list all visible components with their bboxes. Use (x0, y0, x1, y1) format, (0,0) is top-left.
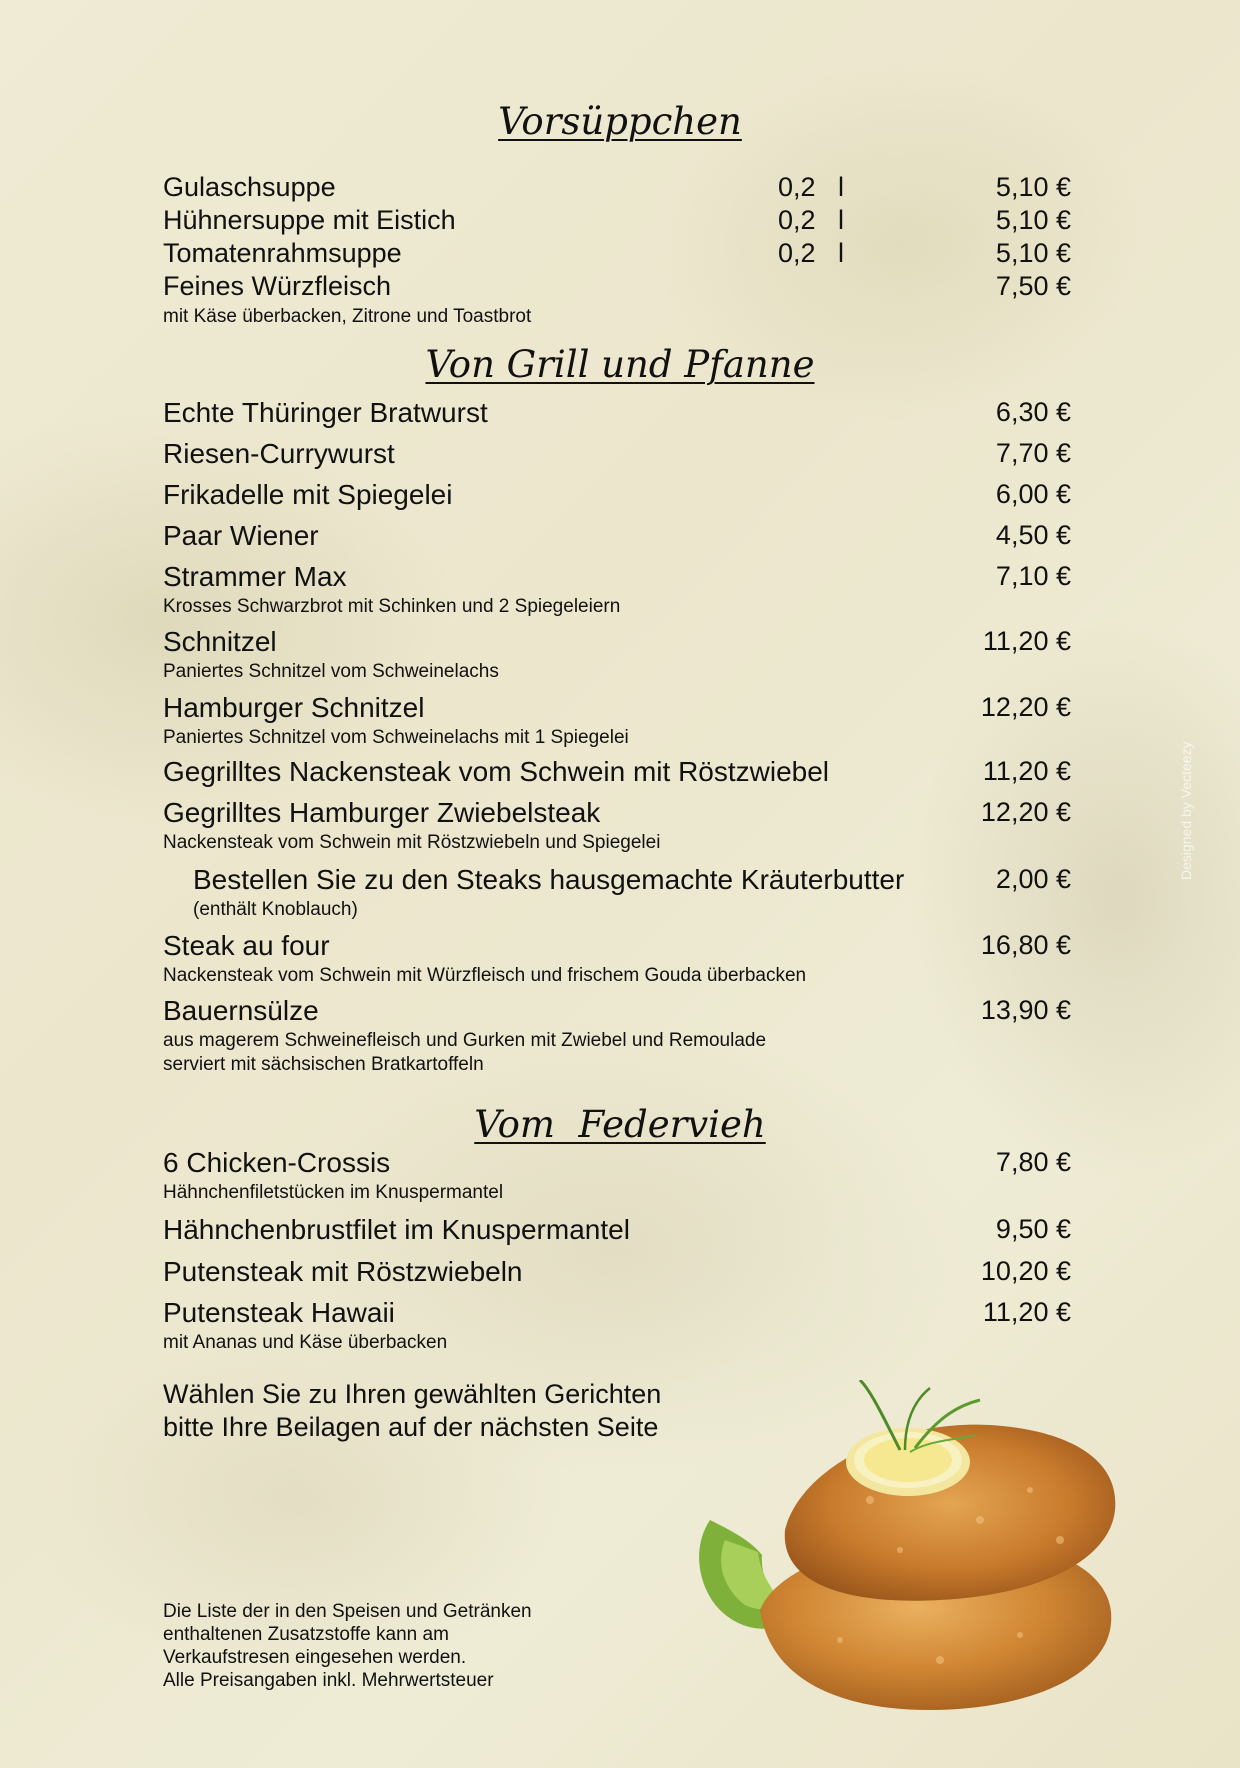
item-price: 11,20 € (982, 626, 1071, 656)
item-qty: 0,2 l (778, 172, 845, 202)
item-name: Gegrilltes Nackensteak vom Schwein mit Röstzwiebel (163, 756, 830, 787)
menu-item (163, 692, 1071, 748)
item-name: Echte Thüringer Bratwurst (163, 397, 488, 428)
menu-item (163, 271, 1071, 327)
menu-item (163, 995, 1071, 1075)
menu-item (163, 397, 1071, 437)
item-name: Gegrilltes Hamburger Zwiebelsteak (163, 797, 601, 828)
item-price: 7,70 € (995, 438, 1071, 468)
item-description: Paniertes Schnitzel vom Schweinelachs mit 1 Spiegelei (163, 727, 629, 748)
item-price: 6,30 € (995, 397, 1071, 427)
item-price: 10,20 € (980, 1256, 1071, 1286)
menu-item (163, 626, 1071, 682)
item-name: Schnitzel (163, 626, 277, 657)
item-name: Riesen-Currywurst (163, 438, 395, 469)
item-description: Paniertes Schnitzel vom Schweinelachs (163, 661, 499, 682)
schnitzel-image (690, 1380, 1170, 1720)
item-name: Bestellen Sie zu den Steaks hausgemachte Kräuterbutter (193, 864, 905, 895)
item-price: 11,20 € (982, 1297, 1071, 1327)
item-description: (enthält Knoblauch) (193, 899, 358, 920)
section-title-poultry: Vom Federvieh (474, 1103, 766, 1146)
item-price: 7,80 € (995, 1147, 1071, 1177)
menu-item (163, 1214, 1071, 1254)
item-name: Putensteak mit Röstzwiebeln (163, 1256, 523, 1287)
section-title-soups: Vorsüppchen (498, 100, 742, 143)
item-name: Hamburger Schnitzel (163, 692, 425, 723)
sides-note-line-2: bitte Ihre Beilagen auf der nächsten Seite (163, 1412, 659, 1442)
designer-credit: Designed by Vecteezy (1178, 741, 1194, 880)
menu-item (163, 520, 1071, 560)
menu-item (163, 756, 1071, 796)
menu-item (163, 561, 1071, 617)
item-description: Krosses Schwarzbrot mit Schinken und 2 Spiegeleiern (163, 596, 621, 617)
sides-note-line-1: Wählen Sie zu Ihren gewählten Gerichten (163, 1379, 662, 1409)
footer-line-4: Alle Preisangaben inkl. Mehrwertsteuer (163, 1670, 494, 1691)
item-qty: 0,2 l (778, 238, 845, 268)
item-name: Tomatenrahmsuppe (163, 238, 402, 268)
item-name: Hühnersuppe mit Eistich (163, 205, 456, 235)
item-price: 2,00 € (995, 864, 1071, 894)
menu-item (163, 1147, 1071, 1203)
item-description: mit Käse überbacken, Zitrone und Toastbrot (163, 306, 532, 327)
item-price: 5,10 € (995, 238, 1071, 268)
item-price: 6,00 € (995, 479, 1071, 509)
footer-line-1: Die Liste der in den Speisen und Getränken (163, 1601, 532, 1622)
item-price: 7,50 € (995, 271, 1071, 301)
item-description-2: serviert mit sächsischen Bratkartoffeln (163, 1054, 484, 1075)
item-name: Frikadelle mit Spiegelei (163, 479, 453, 510)
item-name: Feines Würzfleisch (163, 271, 392, 301)
footer-line-2: enthaltenen Zusatzstoffe kann am (163, 1624, 449, 1645)
item-qty: 0,2 l (778, 205, 845, 235)
item-name: Putensteak Hawaii (163, 1297, 395, 1328)
item-price: 9,50 € (995, 1214, 1071, 1244)
menu-item (163, 479, 1071, 519)
item-price: 5,10 € (995, 205, 1071, 235)
item-name: 6 Chicken-Crossis (163, 1147, 391, 1178)
menu-item (163, 797, 1071, 853)
item-price: 11,20 € (982, 756, 1071, 786)
item-price: 12,20 € (980, 797, 1071, 827)
item-description: mit Ananas und Käse überbacken (163, 1332, 448, 1353)
sides-note (163, 1378, 661, 1444)
menu-item (163, 1256, 1071, 1296)
item-name: Hähnchenbrustfilet im Knuspermantel (163, 1214, 630, 1245)
footer-note (163, 1600, 532, 1692)
item-price: 4,50 € (995, 520, 1071, 550)
item-name: Strammer Max (163, 561, 347, 592)
item-name: Steak au four (163, 930, 330, 961)
item-description: Nackensteak vom Schwein mit Würzfleisch und frischem Gouda überbacken (163, 965, 807, 986)
menu-item (163, 438, 1071, 478)
item-description: Hähnchenfiletstücken im Knuspermantel (163, 1182, 504, 1203)
item-price: 7,10 € (995, 561, 1071, 591)
menu-item (163, 930, 1071, 986)
menu-item (163, 1297, 1071, 1353)
item-price: 12,20 € (980, 692, 1071, 722)
item-description: Nackensteak vom Schwein mit Röstzwiebeln und Spiegelei (163, 832, 661, 853)
item-description: aus magerem Schweinefleisch und Gurken mit Zwiebel und Remoulade (163, 1030, 767, 1051)
item-name: Paar Wiener (163, 520, 319, 551)
item-name: Gulaschsuppe (163, 172, 336, 202)
item-price: 16,80 € (980, 930, 1071, 960)
item-price: 13,90 € (980, 995, 1071, 1025)
menu-item-addon (193, 864, 1071, 920)
section-title-grill: Von Grill und Pfanne (425, 343, 815, 386)
footer-line-3: Verkaufstresen eingesehen werden. (163, 1647, 467, 1668)
item-price: 5,10 € (995, 172, 1071, 202)
item-name: Bauernsülze (163, 995, 319, 1026)
